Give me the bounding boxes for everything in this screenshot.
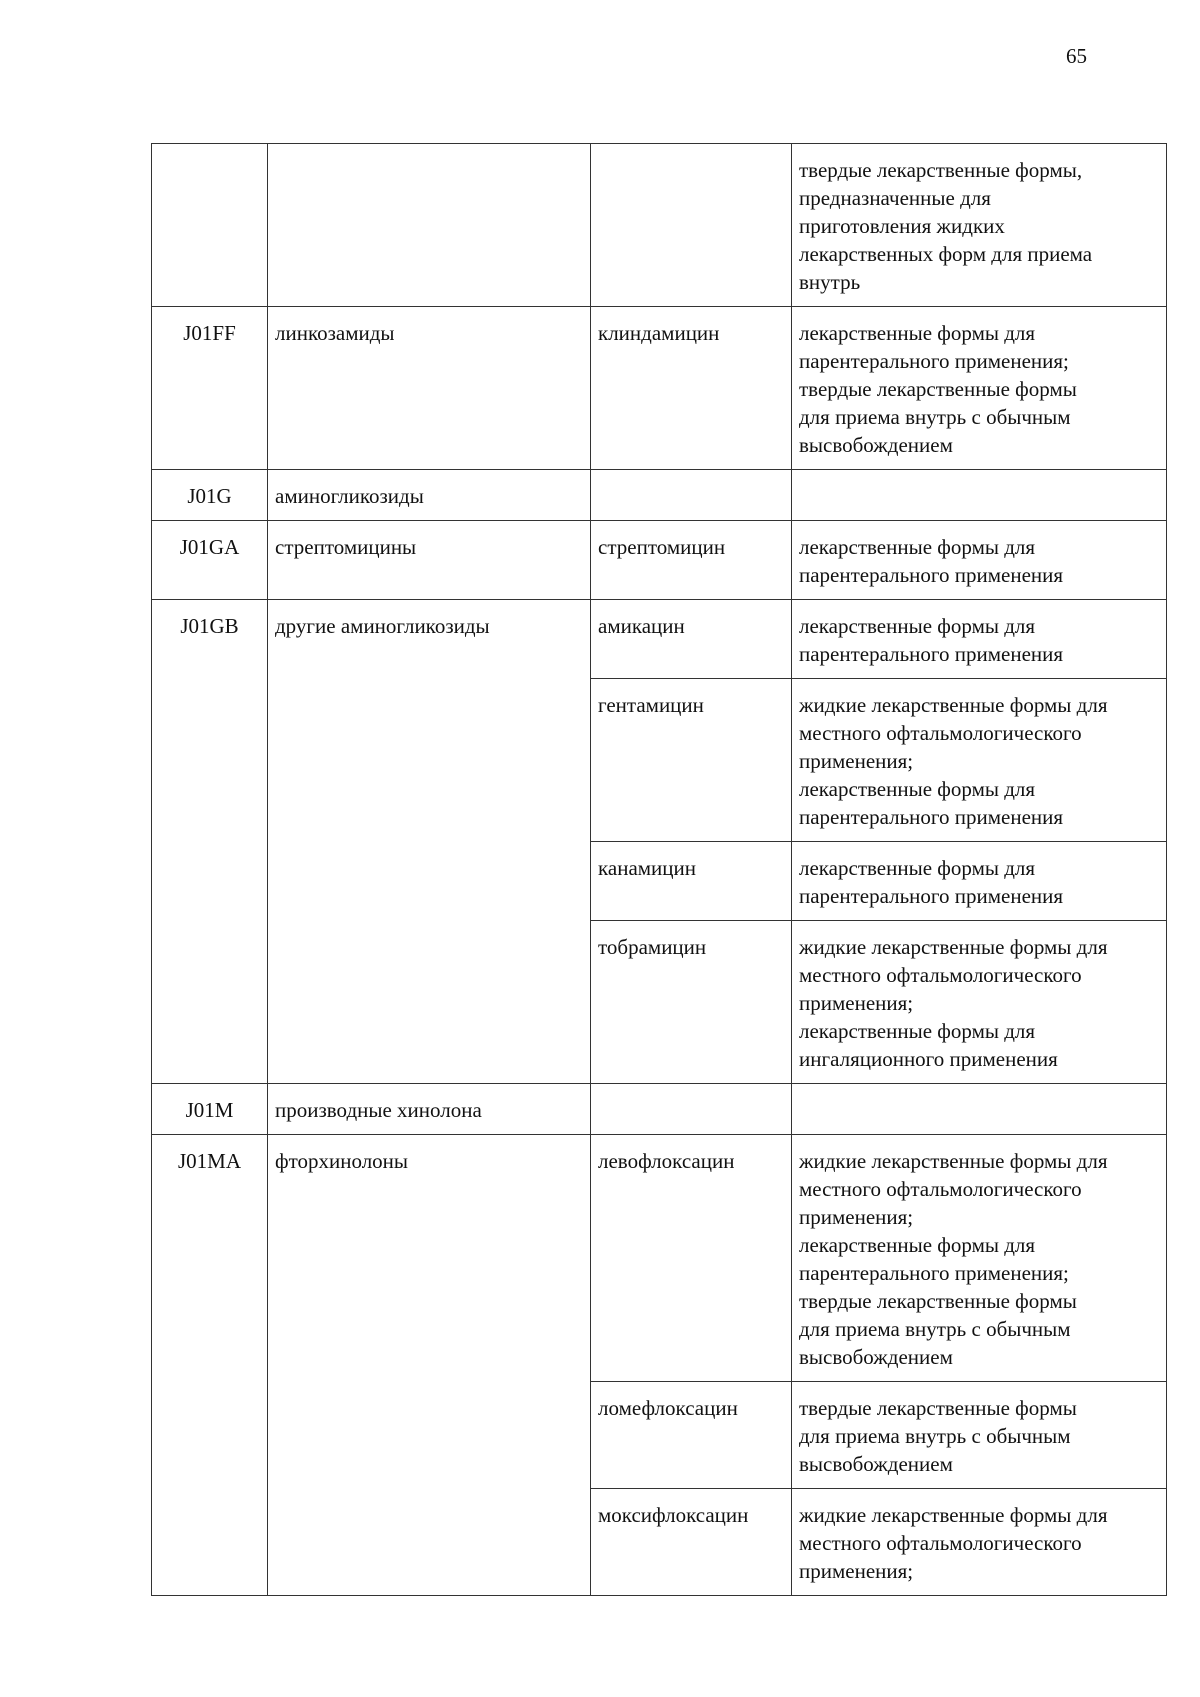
dosage-form-cell: лекарственные формы для парентерального применения	[792, 842, 1167, 921]
drug-cell: левофлоксацин	[591, 1135, 792, 1382]
dosage-form-cell: лекарственные формы для парентерального применения; твердые лекарственные формы для приема внутрь с обычным высвобождением	[792, 307, 1167, 470]
atc-code-cell: J01GB	[152, 600, 268, 1084]
table-row	[152, 144, 1167, 307]
group-cell: линкозамиды	[268, 307, 591, 470]
table-row	[152, 470, 1167, 521]
table-row	[152, 1135, 1167, 1382]
drug-cell	[591, 470, 792, 521]
dosage-form-cell: жидкие лекарственные формы для местного офтальмологического применения;	[792, 1489, 1167, 1596]
table-row	[152, 1084, 1167, 1135]
drug-cell: амикацин	[591, 600, 792, 679]
group-cell: другие аминогликозиды	[268, 600, 591, 1084]
group-cell: производные хинолона	[268, 1084, 591, 1135]
dosage-form-cell: жидкие лекарственные формы для местного офтальмологического применения; лекарственные формы для ингаляционного применения	[792, 921, 1167, 1084]
drug-table	[151, 143, 1167, 1596]
dosage-form-cell: твердые лекарственные формы для приема внутрь с обычным высвобождением	[792, 1382, 1167, 1489]
dosage-form-cell: твердые лекарственные формы, предназначенные для приготовления жидких лекарственных форм для приема внутрь	[792, 144, 1167, 307]
dosage-form-cell	[792, 470, 1167, 521]
drug-cell: гентамицин	[591, 679, 792, 842]
page-number: 65	[1066, 44, 1087, 68]
atc-code-cell: J01G	[152, 470, 268, 521]
dosage-form-cell: жидкие лекарственные формы для местного офтальмологического применения; лекарственные формы для парентерального применения	[792, 679, 1167, 842]
drug-cell: стрептомицин	[591, 521, 792, 600]
dosage-form-cell: лекарственные формы для парентерального применения	[792, 600, 1167, 679]
group-cell: аминогликозиды	[268, 470, 591, 521]
table-row	[152, 307, 1167, 470]
drug-cell	[591, 1084, 792, 1135]
atc-code-cell: J01MA	[152, 1135, 268, 1596]
table-row	[152, 521, 1167, 600]
dosage-form-cell: жидкие лекарственные формы для местного офтальмологического применения; лекарственные формы для парентерального применения; твердые лекарственные формы для приема внутрь с обычным высвобождением	[792, 1135, 1167, 1382]
dosage-form-cell: лекарственные формы для парентерального применения	[792, 521, 1167, 600]
atc-code-cell: J01GA	[152, 521, 268, 600]
atc-code-cell: J01FF	[152, 307, 268, 470]
table-row	[152, 600, 1167, 679]
atc-code-cell	[152, 144, 268, 307]
drug-cell: моксифлоксацин	[591, 1489, 792, 1596]
group-cell: фторхинолоны	[268, 1135, 591, 1596]
drug-cell: тобрамицин	[591, 921, 792, 1084]
drug-cell: канамицин	[591, 842, 792, 921]
drug-cell: клиндамицин	[591, 307, 792, 470]
dosage-form-cell	[792, 1084, 1167, 1135]
drug-cell	[591, 144, 792, 307]
group-cell	[268, 144, 591, 307]
atc-code-cell: J01M	[152, 1084, 268, 1135]
drug-cell: ломефлоксацин	[591, 1382, 792, 1489]
group-cell: стрептомицины	[268, 521, 591, 600]
